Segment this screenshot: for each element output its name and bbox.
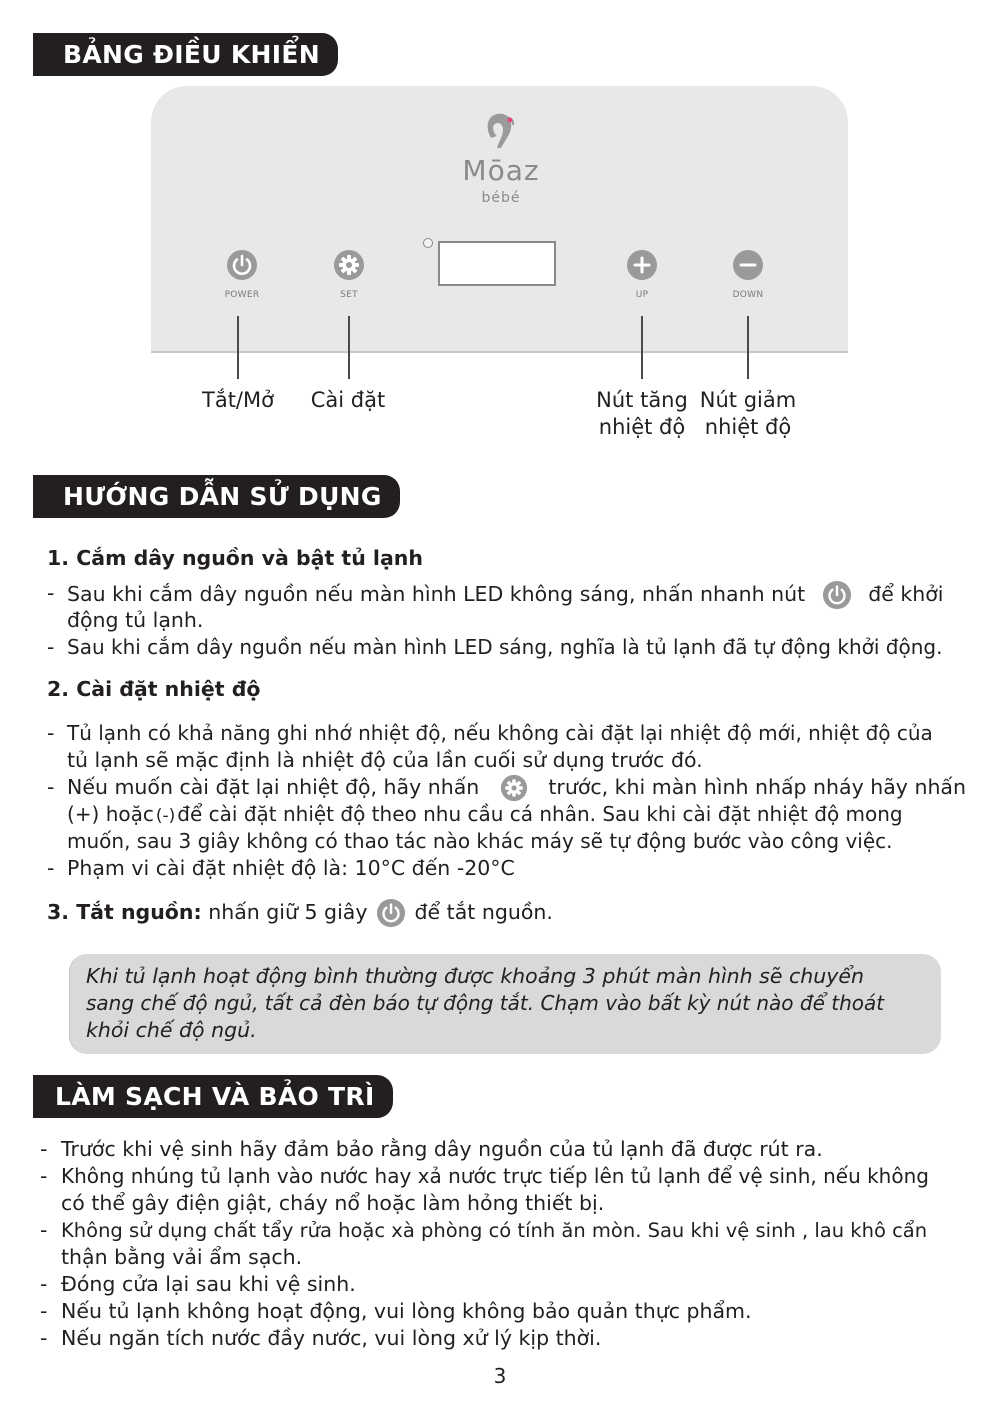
logo-subtitle: bébé: [481, 190, 521, 206]
callout-line-down: [747, 316, 749, 379]
power-icon: [376, 898, 406, 928]
callout-line-power: [237, 316, 239, 379]
minus-icon[interactable]: [732, 249, 764, 281]
logo-wordmark: Mōaz: [462, 154, 540, 187]
moaz-bebe-logo: [451, 106, 551, 206]
cleaning-bullet2-line2: có thể gây điện giật, cháy nổ hoặc làm hỏng thiết bị.: [61, 1191, 605, 1215]
cleaning-bullet3-line2: thận bằng vải ẩm sạch.: [61, 1245, 303, 1269]
bullet: -: [40, 1299, 48, 1323]
step2-bullet3: Phạm vi cài đặt nhiệt độ là: 10°C đến -20°C: [67, 856, 515, 880]
step1-bullet1-line2: động tủ lạnh.: [67, 608, 204, 632]
gear-icon[interactable]: [333, 249, 365, 281]
callout-up-line1: Nút tăng: [596, 388, 688, 412]
callout-line-set: [348, 316, 350, 379]
callout-line-up: [641, 316, 643, 379]
cleaning-bullet4: Đóng cửa lại sau khi vệ sinh.: [61, 1272, 356, 1296]
led-display: [438, 241, 556, 286]
plus-icon[interactable]: [626, 249, 658, 281]
gear-icon: [500, 774, 528, 802]
set-label: SET: [340, 290, 358, 300]
bullet: -: [40, 1164, 48, 1188]
step3-line: [47, 898, 553, 928]
step2-bullet2-plus: (+) hoặc: [67, 802, 154, 826]
section-header-usage: HƯỚNG DẪN SỬ DỤNG: [33, 475, 400, 518]
bullet: -: [40, 1137, 48, 1161]
step3-text-b: để tắt nguồn.: [414, 900, 553, 924]
step1-bullet2: Sau khi cắm dây nguồn nếu màn hình LED sáng, nghĩa là tủ lạnh đã tự động khởi động.: [67, 635, 943, 659]
step1-title: 1. Cắm dây nguồn và bật tủ lạnh: [47, 546, 423, 570]
minus-symbol: (-): [155, 806, 176, 826]
callout-down-line2: nhiệt độ: [704, 415, 792, 439]
step2-bullet2-text-c: để cài đặt nhiệt độ theo nhu cầu cá nhân. Sau khi cài đặt nhiệt độ mong: [177, 802, 903, 826]
step2-bullet1-line1: Tủ lạnh có khả năng ghi nhớ nhiệt độ, nếu không cài đặt lại nhiệt độ mới, nhiệt độ của: [67, 721, 933, 745]
bullet: -: [40, 1326, 48, 1350]
bullet: -: [47, 635, 55, 659]
control-panel-illustration: [151, 86, 848, 353]
step3-title: 3. Tắt nguồn:: [47, 900, 202, 924]
note-line2: sang chế độ ngủ, tất cả đèn báo tự động tắt. Chạm vào bất kỳ nút nào để thoát: [86, 991, 885, 1015]
power-icon[interactable]: [226, 249, 258, 281]
callout-down: [693, 387, 803, 441]
up-label: UP: [635, 290, 649, 300]
step3-text-a: nhấn giữ 5 giây: [208, 900, 368, 924]
step2-bullet2-line2: [67, 801, 903, 830]
step2-title: 2. Cài đặt nhiệt độ: [47, 677, 261, 701]
step2-bullet2-line1: [67, 774, 967, 802]
step2-bullet2-text-a: Nếu muốn cài đặt lại nhiệt độ, hãy nhấn: [67, 775, 480, 799]
power-icon: [822, 580, 852, 610]
bullet: -: [47, 721, 55, 745]
step1-bullet1-text-a: Sau khi cắm dây nguồn nếu màn hình LED không sáng, nhấn nhanh nút: [67, 582, 806, 606]
page-number: 3: [493, 1364, 507, 1388]
cleaning-bullet1: Trước khi vệ sinh hãy đảm bảo rằng dây nguồn của tủ lạnh đã được rút ra.: [61, 1137, 823, 1161]
callout-up-line2: nhiệt độ: [598, 415, 686, 439]
cleaning-bullet2-line1: Không nhúng tủ lạnh vào nước hay xả nước trực tiếp lên tủ lạnh để vệ sinh, nếu không: [61, 1164, 929, 1188]
callout-set: Cài đặt: [310, 388, 386, 412]
section-header-cleaning: LÀM SẠCH VÀ BẢO TRÌ: [33, 1075, 393, 1118]
bullet: -: [47, 775, 55, 799]
cleaning-bullet5: Nếu tủ lạnh không hoạt động, vui lòng không bảo quản thực phẩm.: [61, 1299, 752, 1323]
callout-down-line1: Nút giảm: [699, 388, 797, 412]
bullet: -: [47, 856, 55, 880]
callout-up: [587, 387, 697, 441]
step1-bullet1-line1: [67, 580, 967, 610]
bullet: -: [40, 1218, 48, 1242]
led-indicator: [423, 238, 433, 248]
step2-bullet2-text-b: trước, khi màn hình nhấp nháy hãy nhấn: [548, 775, 966, 799]
step2-bullet2-line3: muốn, sau 3 giây không có thao tác nào khác máy sẽ tự động bước vào công việc.: [67, 829, 893, 853]
section-header-control-panel: BẢNG ĐIỀU KHIỂN: [33, 33, 338, 76]
step1-bullet1-text-b: để khởi: [868, 582, 944, 606]
note-line1: Khi tủ lạnh hoạt động bình thường được khoảng 3 phút màn hình sẽ chuyển: [86, 964, 864, 988]
callout-power: Tắt/Mở: [202, 388, 274, 412]
bullet: -: [40, 1272, 48, 1296]
cleaning-bullet6: Nếu ngăn tích nước đầy nước, vui lòng xử lý kịp thời.: [61, 1326, 602, 1350]
step2-bullet1-line2: tủ lạnh sẽ mặc định là nhiệt độ của lần cuối sử dụng trước đó.: [67, 748, 703, 772]
power-label: POWER: [224, 290, 260, 300]
cleaning-bullet3-line1: Không sử dụng chất tẩy rửa hoặc xà phòng có tính ăn mòn. Sau khi vệ sinh , lau khô cẩn: [61, 1219, 928, 1242]
down-label: DOWN: [732, 290, 764, 300]
bullet: -: [47, 581, 55, 605]
note-line3: khỏi chế độ ngủ.: [86, 1018, 257, 1042]
elephant-icon: [451, 108, 551, 158]
